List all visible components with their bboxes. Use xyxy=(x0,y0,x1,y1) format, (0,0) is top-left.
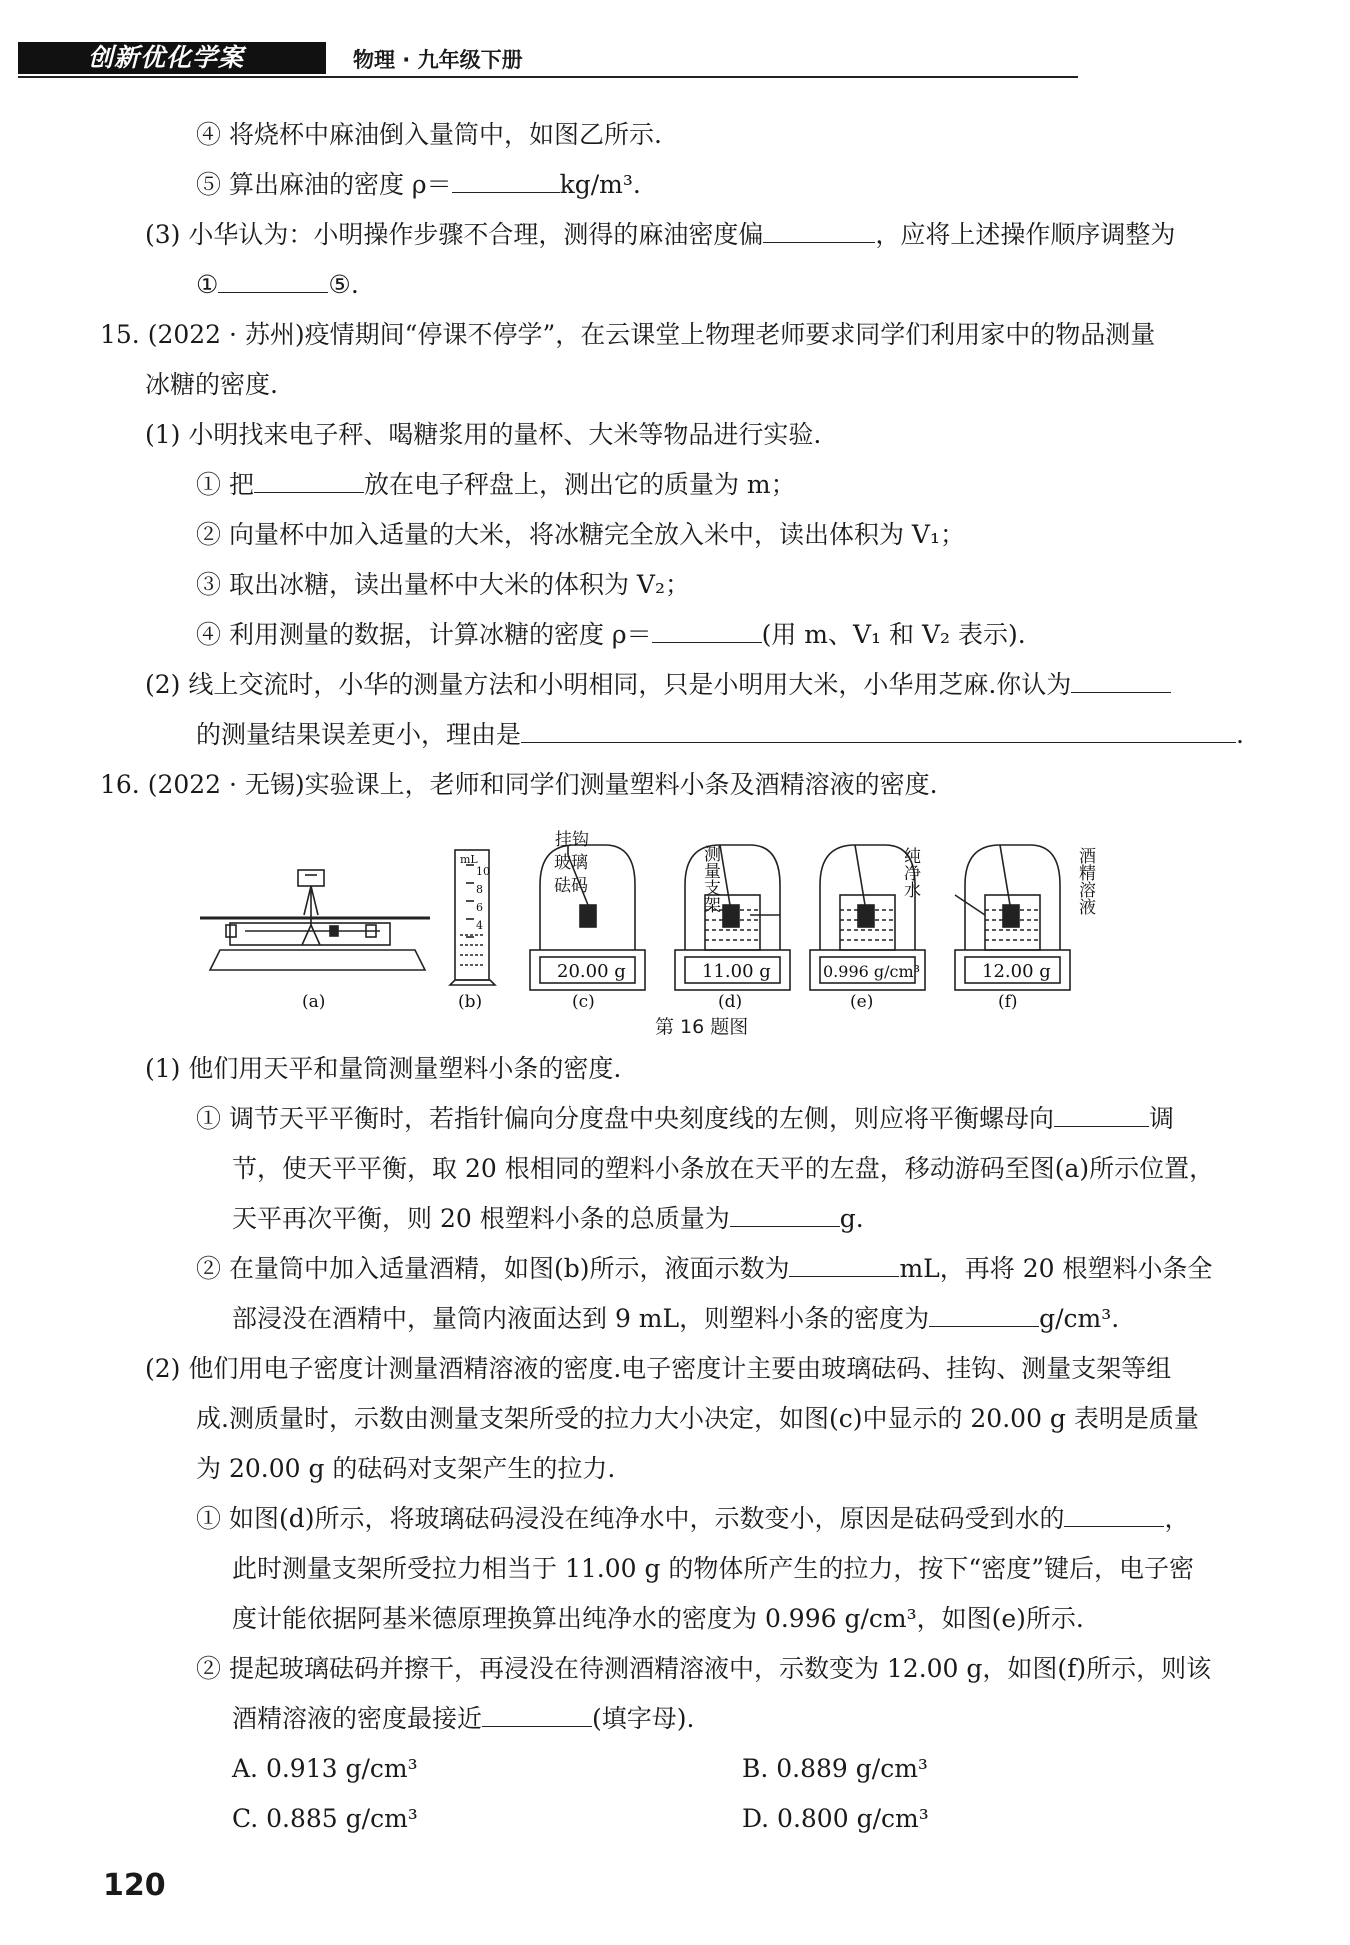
text-span: (3) 小华认为：小明操作步骤不合理，测得的麻油密度偏 xyxy=(145,220,764,249)
text-span: 酒精溶液的密度最接近 xyxy=(232,1704,483,1733)
text-span: 调 xyxy=(1148,1104,1174,1133)
text-line xyxy=(196,268,359,302)
text-line: 成.测质量时，示数由测量支架所受的拉力大小决定，如图(c)中显示的 20.00 g 表明是质量 xyxy=(196,1404,1199,1433)
answer-blank[interactable] xyxy=(652,618,762,643)
balance-scale xyxy=(200,870,430,970)
label-glass: 玻璃 xyxy=(554,853,588,873)
text-line: ② 提起玻璃砝码并擦干，再浸没在待测酒精溶液中，示数变为 12.00 g，如图(f)所示，则该 xyxy=(196,1654,1212,1683)
answer-blank[interactable] xyxy=(1064,1502,1164,1527)
text-span: . xyxy=(1236,720,1244,749)
cylinder-tick: 6 xyxy=(476,901,483,914)
text-span: ④ 利用测量的数据，计算冰糖的密度 ρ＝ xyxy=(196,620,652,649)
figure-16 xyxy=(190,815,1230,1040)
text-line xyxy=(196,168,641,202)
text-line: 此时测量支架所受拉力相当于 11.00 g 的物体所产生的拉力，按下“密度”键后，电子密 xyxy=(232,1554,1194,1583)
answer-blank[interactable] xyxy=(452,168,560,193)
text-line: ② 向量杯中加入适量的大米，将冰糖完全放入米中，读出体积为 V₁； xyxy=(196,520,965,549)
header-brand: 创新优化学案 xyxy=(88,43,245,72)
text-span: (2) 线上交流时，小华的测量方法和小明相同，只是小明用大米，小华用芝麻.你认为 xyxy=(145,670,1072,699)
label-weight: 砝码 xyxy=(554,876,588,896)
answer-blank[interactable] xyxy=(1071,668,1171,693)
text-line xyxy=(196,618,1026,652)
answer-blank[interactable] xyxy=(763,218,875,243)
text-line xyxy=(232,1302,1119,1336)
text-span: 天平再次平衡，则 20 根塑料小条的总质量为 xyxy=(232,1204,730,1233)
text-span: ① 调节天平平衡时，若指针偏向分度盘中央刻度线的左侧，则应将平衡螺母向 xyxy=(196,1104,1054,1133)
text-line xyxy=(196,718,1244,752)
text-span: (用 m、V₁ 和 V₂ 表示). xyxy=(761,620,1026,649)
answer-blank[interactable] xyxy=(929,1302,1039,1327)
option-c[interactable]: C. 0.885 g/cm³ xyxy=(232,1804,418,1833)
text-span: ⑤ 算出麻油的密度 ρ＝ xyxy=(196,170,452,199)
text-span: ⑤. xyxy=(328,270,359,299)
answer-blank[interactable] xyxy=(521,718,1236,743)
cylinder-tick: 8 xyxy=(476,883,483,896)
text-span: 的测量结果误差更小，理由是 xyxy=(196,720,522,749)
reading-c: 20.00 g xyxy=(557,961,626,982)
text-span: g. xyxy=(839,1204,864,1233)
text-span: ① xyxy=(196,270,219,299)
label-pure-water: 纯净水 xyxy=(900,847,920,898)
text-line: 冰糖的密度. xyxy=(145,370,278,399)
cylinder-tick: 4 xyxy=(476,919,483,932)
figure-label-f: (f) xyxy=(998,992,1018,1012)
figure-label-c: (c) xyxy=(572,992,595,1012)
text-line xyxy=(232,1702,694,1736)
text-line: ④ 将烧杯中麻油倒入量筒中，如图乙所示. xyxy=(196,120,662,149)
text-span: mL，再将 20 根塑料小条全 xyxy=(899,1254,1213,1283)
reading-e: 0.996 g/cm³ xyxy=(823,962,921,981)
label-alcohol-solution: 酒精溶液 xyxy=(1075,847,1095,915)
text-line xyxy=(145,218,1175,252)
text-span: (填字母). xyxy=(592,1704,695,1733)
answer-blank[interactable] xyxy=(789,1252,899,1277)
text-line: 节，使天平平衡，取 20 根相同的塑料小条放在天平的左盘，移动游码至图(a)所示位置， xyxy=(232,1154,1215,1183)
text-line: 为 20.00 g 的砝码对支架产生的拉力. xyxy=(196,1454,616,1483)
text-line xyxy=(196,1252,1212,1286)
label-stand: 测量支架 xyxy=(700,845,720,913)
option-d[interactable]: D. 0.800 g/cm³ xyxy=(742,1804,929,1833)
figure-label-b: (b) xyxy=(458,992,483,1012)
text-line: (1) 小明找来电子秤、喝糖浆用的量杯、大米等物品进行实验. xyxy=(145,420,822,449)
question-15-stem: 15. (2022 · 苏州)疫情期间“停课不停学”，在云课堂上物理老师要求同学们利用家中的物品测量 xyxy=(100,320,1156,349)
text-line: (2) 他们用电子密度计测量酒精溶液的密度.电子密度计主要由玻璃砝码、挂钩、测量支架等组 xyxy=(145,1354,1172,1383)
text-line xyxy=(196,1502,1189,1536)
header-rule xyxy=(18,76,1078,78)
text-line xyxy=(196,1102,1174,1136)
figure-label-d: (d) xyxy=(718,992,743,1012)
header-subject: 物理 · 九年级下册 xyxy=(353,48,523,72)
text-span: ② 在量筒中加入适量酒精，如图(b)所示，液面示数为 xyxy=(196,1254,790,1283)
text-span: ① 把 xyxy=(196,470,254,499)
text-span: 部浸没在酒精中，量筒内液面达到 9 mL，则塑料小条的密度为 xyxy=(232,1304,930,1333)
question-16-stem: 16. (2022 · 无锡)实验课上，老师和同学们测量塑料小条及酒精溶液的密度. xyxy=(100,770,938,799)
cylinder-tick: 10 xyxy=(476,865,490,878)
text-span: kg/m³. xyxy=(559,170,641,199)
figure-label-a: (a) xyxy=(302,992,326,1012)
answer-blank[interactable] xyxy=(1054,1102,1149,1127)
figure-label-e: (e) xyxy=(850,992,874,1012)
text-span: ， xyxy=(1164,1504,1190,1533)
text-line: (1) 他们用天平和量筒测量塑料小条的密度. xyxy=(145,1054,622,1083)
cylinder-unit: mL xyxy=(460,853,478,866)
figure-caption: 第 16 题图 xyxy=(655,1016,749,1038)
text-line: 度计能依据阿基米德原理换算出纯净水的密度为 0.996 g/cm³，如图(e)所示. xyxy=(232,1604,1084,1633)
option-b[interactable]: B. 0.889 g/cm³ xyxy=(742,1754,928,1783)
reading-f: 12.00 g xyxy=(982,961,1051,982)
text-span: 放在电子秤盘上，测出它的质量为 m； xyxy=(363,470,796,499)
option-a[interactable]: A. 0.913 g/cm³ xyxy=(232,1754,418,1783)
page-header xyxy=(18,38,1330,80)
answer-blank[interactable] xyxy=(482,1702,592,1727)
text-span: ① 如图(d)所示，将玻璃砝码浸没在纯净水中，示数变小，原因是砝码受到水的 xyxy=(196,1504,1065,1533)
answer-blank[interactable] xyxy=(218,268,328,293)
text-span: g/cm³. xyxy=(1039,1304,1120,1333)
text-line xyxy=(196,468,796,502)
answer-blank[interactable] xyxy=(730,1202,840,1227)
text-span: ，应将上述操作顺序调整为 xyxy=(875,220,1176,249)
answer-blank[interactable] xyxy=(254,468,364,493)
reading-d: 11.00 g xyxy=(702,961,771,982)
label-hook: 挂钩 xyxy=(555,830,589,850)
text-line xyxy=(145,668,1171,702)
text-line xyxy=(232,1202,864,1236)
figure-16-drawing xyxy=(190,815,1230,1015)
page-number: 120 xyxy=(103,1868,166,1903)
text-line: ③ 取出冰糖，读出量杯中大米的体积为 V₂； xyxy=(196,570,690,599)
